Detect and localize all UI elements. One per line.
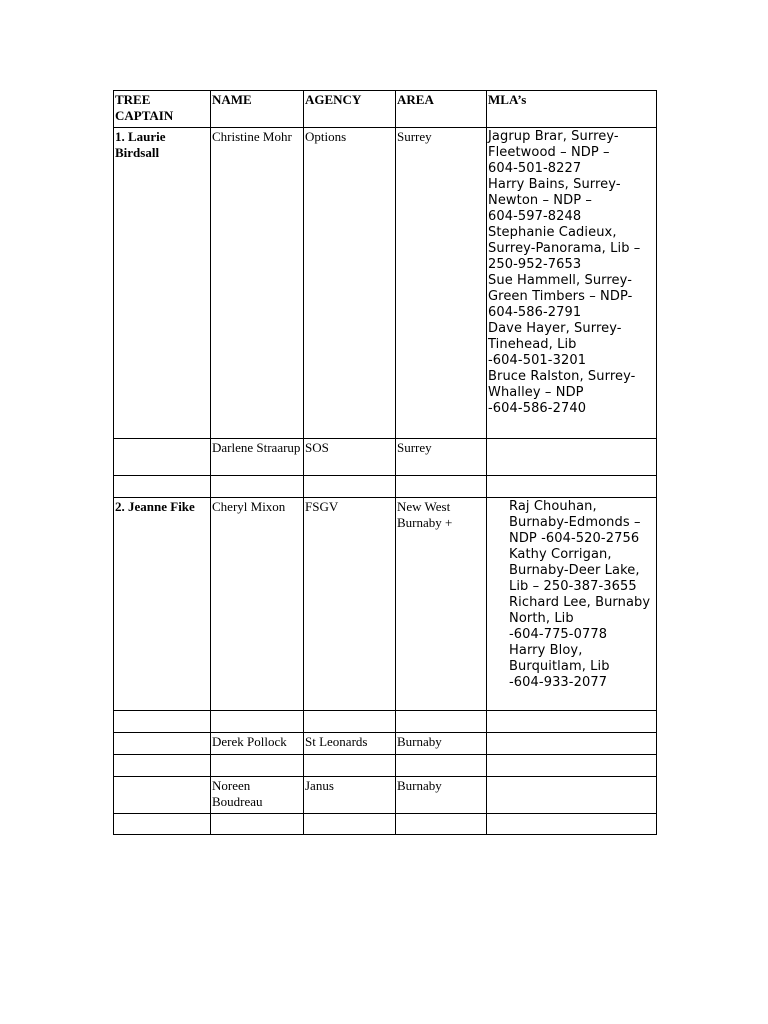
- captain-cell: [114, 814, 211, 835]
- area-cell: New West Burnaby +: [396, 498, 487, 711]
- name-cell: Noreen Boudreau: [211, 777, 304, 814]
- mla-list-cell: [487, 439, 657, 476]
- mla-line: Burnaby-Deer Lake,: [509, 563, 640, 578]
- agency-cell: SOS: [304, 439, 396, 476]
- mla-line: Jagrup Brar, Surrey-: [488, 129, 619, 144]
- mla-line: Sue Hammell, Surrey-: [488, 273, 632, 288]
- mla-line: Harry Bains, Surrey-: [488, 177, 621, 192]
- mla-list-cell: [487, 498, 657, 711]
- table-row: [114, 733, 657, 755]
- area-cell: Surrey: [396, 128, 487, 439]
- mla-line: Lib – 250-387-3655: [509, 579, 637, 594]
- captain-cell: [114, 439, 211, 476]
- name-cell: Christine Mohr: [211, 128, 304, 439]
- mla-line: 604-597-8248: [488, 209, 582, 224]
- captain-cell: [114, 777, 211, 814]
- mla-line: Surrey-Panorama, Lib –: [488, 241, 641, 256]
- mla-list-cell: [487, 733, 657, 755]
- table-row: [114, 711, 657, 733]
- mla-list-cell: [487, 711, 657, 733]
- mla-line: Kathy Corrigan,: [509, 547, 612, 562]
- mla-list-cell: [487, 777, 657, 814]
- name-cell: [211, 476, 304, 498]
- name-cell: [211, 755, 304, 777]
- area-cell: [396, 711, 487, 733]
- mla-line: Raj Chouhan,: [509, 499, 597, 514]
- name-cell: [211, 711, 304, 733]
- table-row: [114, 128, 657, 439]
- captain-cell: 1. Laurie Birdsall: [114, 128, 211, 439]
- header-row: [114, 91, 657, 128]
- agency-cell: Options: [304, 128, 396, 439]
- agency-cell: [304, 814, 396, 835]
- agency-cell: St Leonards: [304, 733, 396, 755]
- captain-cell: 2. Jeanne Fike: [114, 498, 211, 711]
- mla-line: Stephanie Cadieux,: [488, 225, 617, 240]
- header-tree-captain: TREE CAPTAIN: [114, 91, 211, 128]
- mla-line: Green Timbers – NDP-: [488, 289, 633, 304]
- area-cell: [396, 814, 487, 835]
- table-row: [114, 439, 657, 476]
- captain-cell: [114, 711, 211, 733]
- area-cell: Burnaby: [396, 733, 487, 755]
- captain-cell: [114, 755, 211, 777]
- area-cell: Burnaby: [396, 777, 487, 814]
- mla-line: NDP -604-520-2756: [509, 531, 640, 546]
- mla-line: Whalley – NDP: [488, 385, 584, 400]
- name-cell: Darlene Straarup: [211, 439, 304, 476]
- mla-line: Harry Bloy,: [509, 643, 583, 658]
- agency-cell: Janus: [304, 777, 396, 814]
- mla-line: North, Lib: [509, 611, 574, 626]
- agency-cell: FSGV: [304, 498, 396, 711]
- mla-line: Fleetwood – NDP –: [488, 145, 610, 160]
- header-mlas: MLA’s: [487, 91, 657, 128]
- table-row: [114, 814, 657, 835]
- mla-line: -604-933-2077: [509, 675, 608, 690]
- mla-list-cell: [487, 755, 657, 777]
- mla-line: Burnaby-Edmonds –: [509, 515, 641, 530]
- name-cell: Cheryl Mixon: [211, 498, 304, 711]
- area-cell: [396, 476, 487, 498]
- table-row: [114, 777, 657, 814]
- mla-list-cell: [487, 814, 657, 835]
- mla-line: -604-586-2740: [488, 401, 587, 416]
- captain-cell: [114, 476, 211, 498]
- header-name: NAME: [211, 91, 304, 128]
- mla-line: Bruce Ralston, Surrey-: [488, 369, 636, 384]
- agency-cell: [304, 476, 396, 498]
- area-cell: [396, 755, 487, 777]
- captain-cell: [114, 733, 211, 755]
- mla-line: -604-775-0778: [509, 627, 608, 642]
- header-area: AREA: [396, 91, 487, 128]
- mla-list-cell: [487, 128, 657, 439]
- agency-cell: [304, 711, 396, 733]
- header-agency: AGENCY: [304, 91, 396, 128]
- mla-line: Dave Hayer, Surrey-: [488, 321, 622, 336]
- table-row: [114, 498, 657, 711]
- mla-line: -604-501-3201: [488, 353, 587, 368]
- tree-captain-table: [113, 90, 657, 835]
- agency-cell: [304, 755, 396, 777]
- mla-line: 604-501-8227: [488, 161, 582, 176]
- mla-line: Newton – NDP –: [488, 193, 593, 208]
- area-cell: Surrey: [396, 439, 487, 476]
- mla-line: Tinehead, Lib: [488, 337, 577, 352]
- table-row: [114, 755, 657, 777]
- mla-line: Burquitlam, Lib: [509, 659, 610, 674]
- mla-line: 250-952-7653: [488, 257, 582, 272]
- mla-list-cell: [487, 476, 657, 498]
- table-row: [114, 476, 657, 498]
- name-cell: Derek Pollock: [211, 733, 304, 755]
- name-cell: [211, 814, 304, 835]
- mla-line: Richard Lee, Burnaby: [509, 595, 651, 610]
- mla-line: 604-586-2791: [488, 305, 582, 320]
